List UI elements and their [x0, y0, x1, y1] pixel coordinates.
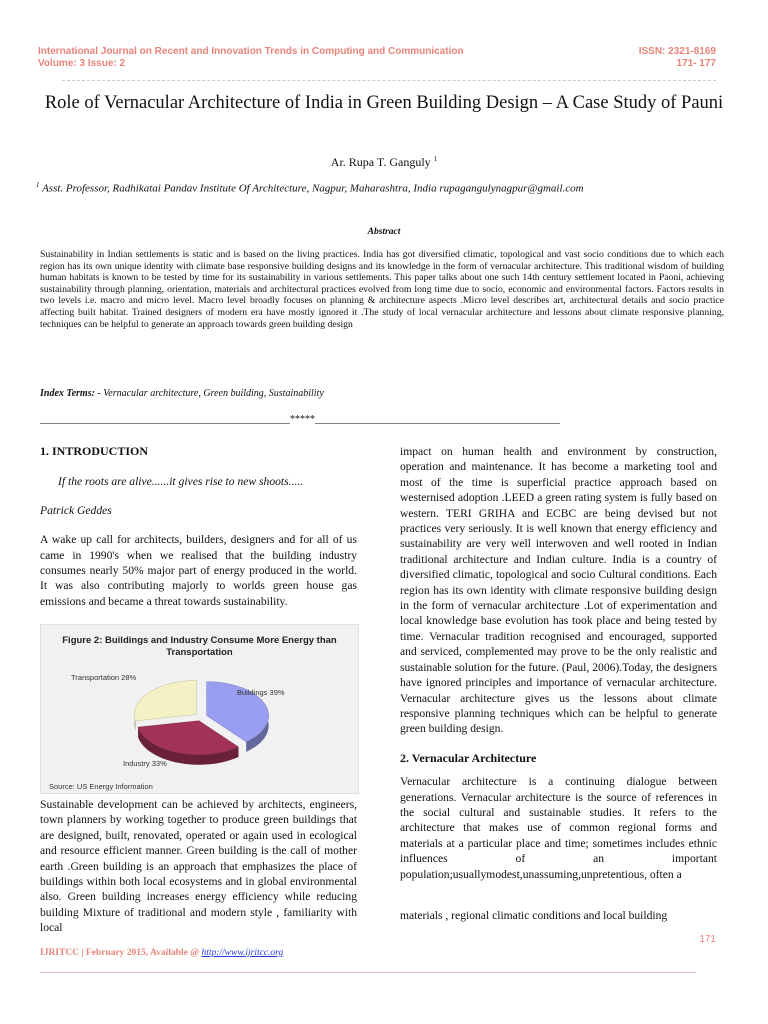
author-name: Ar. Rupa T. Ganguly — [330, 155, 431, 169]
left-column — [40, 444, 357, 609]
footer-rule — [40, 972, 696, 973]
author-sup: 1 — [433, 155, 438, 163]
intro-heading: 1. INTRODUCTION — [40, 444, 149, 458]
intro-para-2: Sustainable development can be achieved by architects, engineers, town planners by working together to produce green buildings that are designed, built, renovated, operated or again used in ecological and resource efficient manner. Green building is the call of mother earth .Green building is an approach that emphasizes the place of buildings within both local ecosystems and in global environmental also. Green building increases energy efficiency while reducing building Mixture of traditional and modern style , familiarity with local — [40, 798, 357, 935]
page-range: 171- 177 — [676, 58, 716, 69]
journal-link[interactable]: http://www.ijritcc.org — [201, 948, 284, 958]
label-transportation: Transportation 28% — [71, 673, 137, 682]
vernacular-heading: 2. Vernacular Architecture — [400, 750, 537, 765]
chart-source: Source: US Energy Information — [49, 782, 153, 791]
header-rule — [62, 80, 716, 81]
volume-issue: Volume: 3 Issue: 2 — [38, 58, 126, 69]
label-industry: Industry 33% — [123, 759, 167, 768]
index-terms-label: Index Terms: — [40, 388, 95, 399]
energy-pie-chart — [40, 624, 359, 794]
right-para-3: materials , regional climatic conditions and local building — [400, 908, 668, 922]
left-column-lower — [40, 797, 357, 936]
journal-name: International Journal on Recent and Innovation Trends in Computing and Communication — [38, 46, 464, 57]
right-para-2: Vernacular architecture is a continuing dialogue between generations. Vernacular architecture is the source of references in the social cultural and sustainable studies. It refers to the architecture that makes use of common regional forms and materials at a particular place and time; sometimes includes ethnic influences of an important population;usuallymodest,unassuming,unpretentious, often a — [400, 775, 717, 881]
affil-text: Asst. Professor, Radhikatai Pandav Institute Of Architecture, Nagpur, Maharashtra, India rupagangulynagpur@gmail.com — [42, 182, 584, 195]
intro-quote: If the roots are alive......it gives rise to new shoots..... — [58, 475, 304, 489]
pie-svg — [41, 625, 358, 793]
right-column — [400, 444, 717, 923]
section-separator: __________________________________________________*****_________________________________________________ — [40, 414, 560, 425]
right-para-1: impact on human health and environment by construction, operation and maintenance. It has become a marketing tool and most of the time is superficial practice approach based on westernised adoption .LEED a green rating system is fully based on western. TERI GRIHA and ECBC are being devised but not practices very seriously. It is well known that energy efficiency and sustainability are very well interwoven and well rooted in Indian traditional architecture and Indian culture. India is a country of diversified climatic, topological and socio Cultural conditions. Each region has its own identity with climate responsive building design in the form of vernacular architecture .Lot of experimentation and local knowledge base evolution has took place and being tested by time. Vernacular tradition recognised and encouraged, supported and serviced, complemented may prove to be the only realistic and sustainable solution for the future. (Paul, 2006).Today, the designers have ignored principles and importance of vernacular architecture. Vernacular architecture gives us the lessons about climate responsive planning techniques which can be helpful to generate green building design. — [400, 445, 717, 736]
footer — [40, 948, 283, 958]
issn: ISSN: 2321-8169 — [638, 46, 716, 57]
footer-text: IJRITCC | February 2015, Available @ — [40, 948, 202, 958]
abstract-text: Sustainability in Indian settlements is static and is based on the living practices. India has got diversified climatic, topological and vast socio conditions due to which each region has its own unique identity with climate base responsive building designs and its knowledge in the form of vernacular architecture. This traditional wisdom of building human habitats is known to be tested by time for its sustainability in various settlements. This paper talks about one such 14th century settlement located in Paoni, achieving sustainability through planning, orientation, materials and architectural practices evolved from long time due to socio, economic and environmental factors. Factors results in two levels i.e. macro and micro level. Macro level broadly focuses on planning & architecture aspects .Micro level describes art, architectural details and socio practice affecting built habitat. Trained designers of modern era have mostly ignored it .The study of local vernacular architecture and lessons about climate responsive planning, techniques can be helpful to generate an approach towards green building design — [40, 249, 724, 330]
index-terms — [40, 388, 724, 399]
page-number: 171 — [699, 934, 716, 945]
author — [0, 155, 768, 170]
abstract-heading: Abstract — [367, 227, 401, 237]
label-buildings: Buildings 39% — [237, 688, 285, 697]
affil-sup: 1 — [36, 181, 40, 189]
paper-title: Role of Vernacular Architecture of India in Green Building Design – A Case Study of Pauni — [44, 93, 724, 113]
intro-para-1: A wake up call for architects, builders, designers and for all of us came in 1990's when we realised that the building industry consumes nearly 50% major part of energy produced in the world. It was also contributing majorly to worlds green house gas emissions and became a threat towards sustainability. — [40, 533, 357, 608]
chart-title: Figure 2: Buildings and Industry Consume More Energy than Transportation — [62, 635, 337, 658]
affiliation — [36, 181, 738, 195]
index-terms-text: - Vernacular architecture, Green building, Sustainability — [94, 388, 324, 399]
quote-author: Patrick Geddes — [40, 503, 112, 517]
pie-slice-transportation — [134, 680, 196, 720]
